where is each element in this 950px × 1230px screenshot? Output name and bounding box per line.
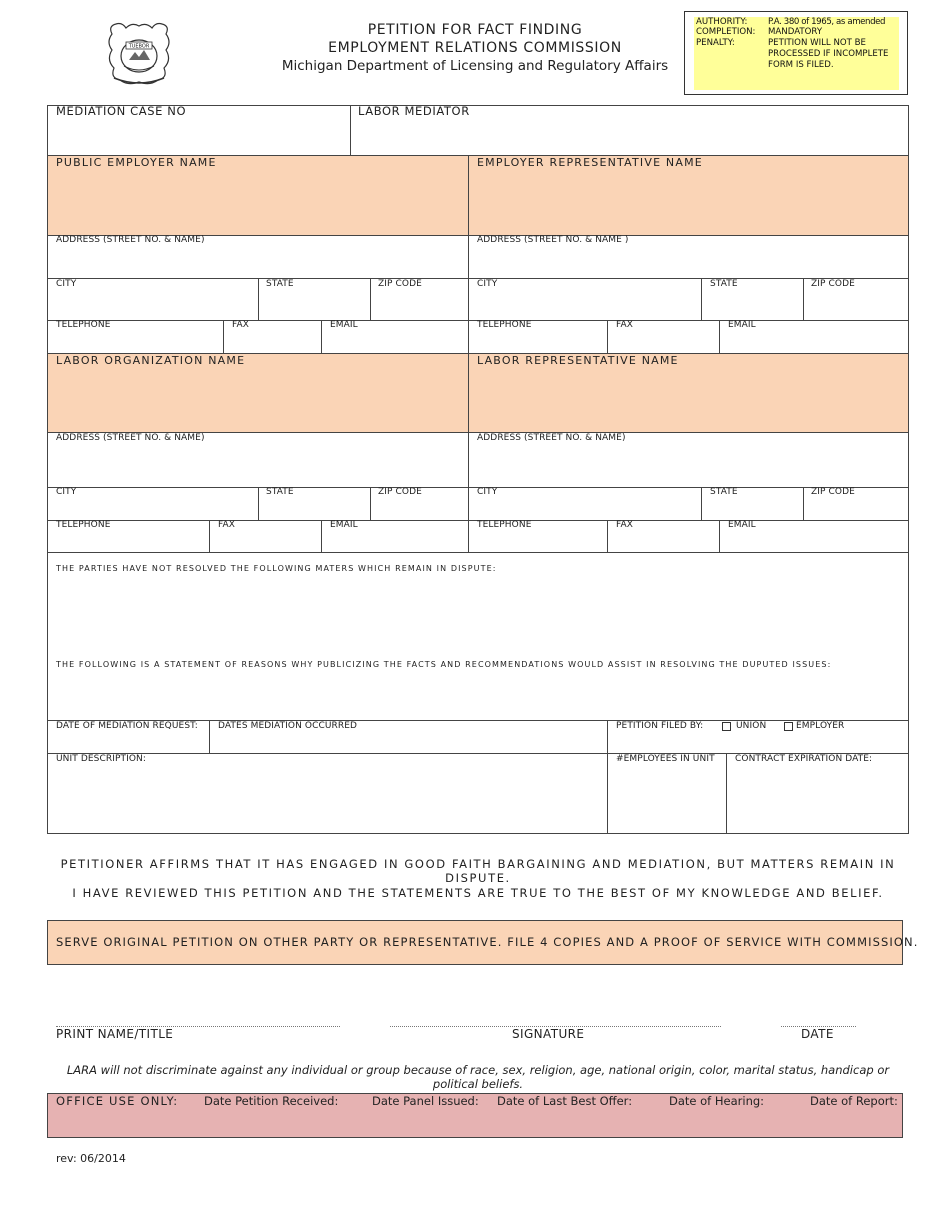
city-label: CITY	[56, 487, 77, 497]
email-label: EMAIL	[330, 520, 358, 530]
unresolved-matters-label: THE PARTIES HAVE NOT RESOLVED THE FOLLOWING MATERS WHICH REMAIN IN DISPUTE:	[56, 564, 497, 573]
telephone-label: TELEPHONE	[477, 320, 532, 330]
unit-description-field[interactable]	[47, 753, 608, 834]
telephone-label: TELEPHONE	[56, 320, 111, 330]
employer-rep-name-label: EMPLOYER REPRESENTATIVE NAME	[477, 156, 703, 169]
union-checkbox[interactable]	[722, 722, 731, 731]
date-of-report-label: Date of Report:	[810, 1094, 898, 1108]
fax-label: FAX	[218, 520, 235, 530]
labor-city-field[interactable]	[47, 487, 259, 521]
mediation-dates-label: DATES MEDIATION OCCURRED	[218, 721, 358, 731]
statement-of-reasons-label: THE FOLLOWING IS A STATEMENT OF REASONS WHY PUBLICIZING THE FACTS AND RECOMMENDATIONS WOULD ASSIST IN RESOLVING THE DUPUTED ISSUES:	[56, 660, 832, 669]
signature-label: SIGNATURE	[512, 1027, 585, 1041]
email-label: EMAIL	[728, 320, 756, 330]
labor-rep-city-field[interactable]	[468, 487, 702, 521]
telephone-label: TELEPHONE	[477, 520, 532, 530]
employer-checkbox[interactable]	[784, 722, 793, 731]
fax-label: FAX	[616, 320, 633, 330]
employer-label: EMPLOYER	[796, 721, 845, 731]
zip-label: ZIP CODE	[378, 487, 422, 497]
serve-instructions: SERVE ORIGINAL PETITION ON OTHER PARTY OR REPRESENTATIVE. FILE 4 COPIES AND A PROOF OF SERVICE WITH COMMISSION.	[56, 935, 919, 949]
michigan-state-seal-icon	[102, 20, 176, 86]
form-title: PETITION FOR FACT FINDING	[367, 22, 583, 38]
state-label: STATE	[266, 487, 294, 497]
employees-in-unit-field[interactable]	[607, 753, 727, 834]
mediation-case-no-label: MEDIATION CASE NO	[56, 104, 187, 118]
city-label: CITY	[477, 487, 498, 497]
telephone-label: TELEPHONE	[56, 520, 111, 530]
city-label: CITY	[477, 279, 498, 289]
zip-label: ZIP CODE	[378, 279, 422, 289]
contract-expiration-field[interactable]	[726, 753, 909, 834]
office-use-label: OFFICE USE ONLY:	[56, 1094, 179, 1108]
commission-title: EMPLOYMENT RELATIONS COMMISSION	[328, 40, 622, 56]
fax-label: FAX	[616, 520, 633, 530]
city-label: CITY	[56, 279, 77, 289]
department-title: Michigan Department of Licensing and Regulatory Affairs	[281, 58, 669, 74]
state-label: STATE	[266, 279, 294, 289]
unit-description-label: UNIT DESCRIPTION:	[56, 754, 146, 764]
date-best-offer-label: Date of Last Best Offer:	[497, 1094, 633, 1108]
email-label: EMAIL	[728, 520, 756, 530]
date-petition-received-label: Date Petition Received:	[204, 1094, 339, 1108]
employees-in-unit-label: #EMPLOYEES IN UNIT	[616, 754, 715, 764]
labor-organization-name-label: LABOR ORGANIZATION NAME	[56, 354, 246, 367]
dispute-text-area[interactable]	[47, 552, 909, 721]
petition-filed-by-label: PETITION FILED BY:	[616, 721, 704, 731]
non-discrimination-notice: LARA will not discriminate against any individual or group because of race, sex, religion, age, national origin, color, marital status, handicap or political beliefs.	[66, 1063, 890, 1091]
date-panel-issued-label: Date Panel Issued:	[372, 1094, 479, 1108]
public-employer-name-label: PUBLIC EMPLOYER NAME	[56, 156, 217, 169]
labor-rep-name-label: LABOR REPRESENTATIVE NAME	[477, 354, 679, 367]
date-of-hearing-label: Date of Hearing:	[669, 1094, 765, 1108]
mediation-request-date-label: DATE OF MEDIATION REQUEST:	[56, 721, 198, 731]
employer-city-field[interactable]	[47, 278, 259, 321]
date-label: DATE	[801, 1027, 834, 1041]
employer-rep-address-label: ADDRESS (STREET NO. & NAME )	[477, 235, 629, 245]
zip-label: ZIP CODE	[811, 279, 855, 289]
state-label: STATE	[710, 487, 738, 497]
print-name-label: PRINT NAME/TITLE	[56, 1027, 174, 1041]
labor-rep-address-label: ADDRESS (STREET NO. & NAME)	[477, 433, 626, 443]
zip-label: ZIP CODE	[811, 487, 855, 497]
state-label: STATE	[710, 279, 738, 289]
revision-date: rev: 06/2014	[56, 1152, 126, 1165]
employer-address-label: ADDRESS (STREET NO. & NAME)	[56, 235, 205, 245]
labor-mediator-label: LABOR MEDIATOR	[358, 104, 470, 118]
labor-address-label: ADDRESS (STREET NO. & NAME)	[56, 433, 205, 443]
fax-label: FAX	[232, 320, 249, 330]
contract-expiration-label: CONTRACT EXPIRATION DATE:	[735, 754, 873, 764]
employer-rep-city-field[interactable]	[468, 278, 702, 321]
seal-motto: TUEBOR	[128, 43, 150, 50]
union-label: UNION	[736, 721, 767, 731]
good-faith-affirmation: PETITIONER AFFIRMS THAT IT HAS ENGAGED IN GOOD FAITH BARGAINING AND MEDIATION, BUT MATTERS REMAIN IN DISPUTE.	[60, 857, 896, 885]
truth-affirmation: I HAVE REVIEWED THIS PETITION AND THE STATEMENTS ARE TRUE TO THE BEST OF MY KNOWLEDGE AND BELIEF.	[72, 886, 884, 900]
email-label: EMAIL	[330, 320, 358, 330]
